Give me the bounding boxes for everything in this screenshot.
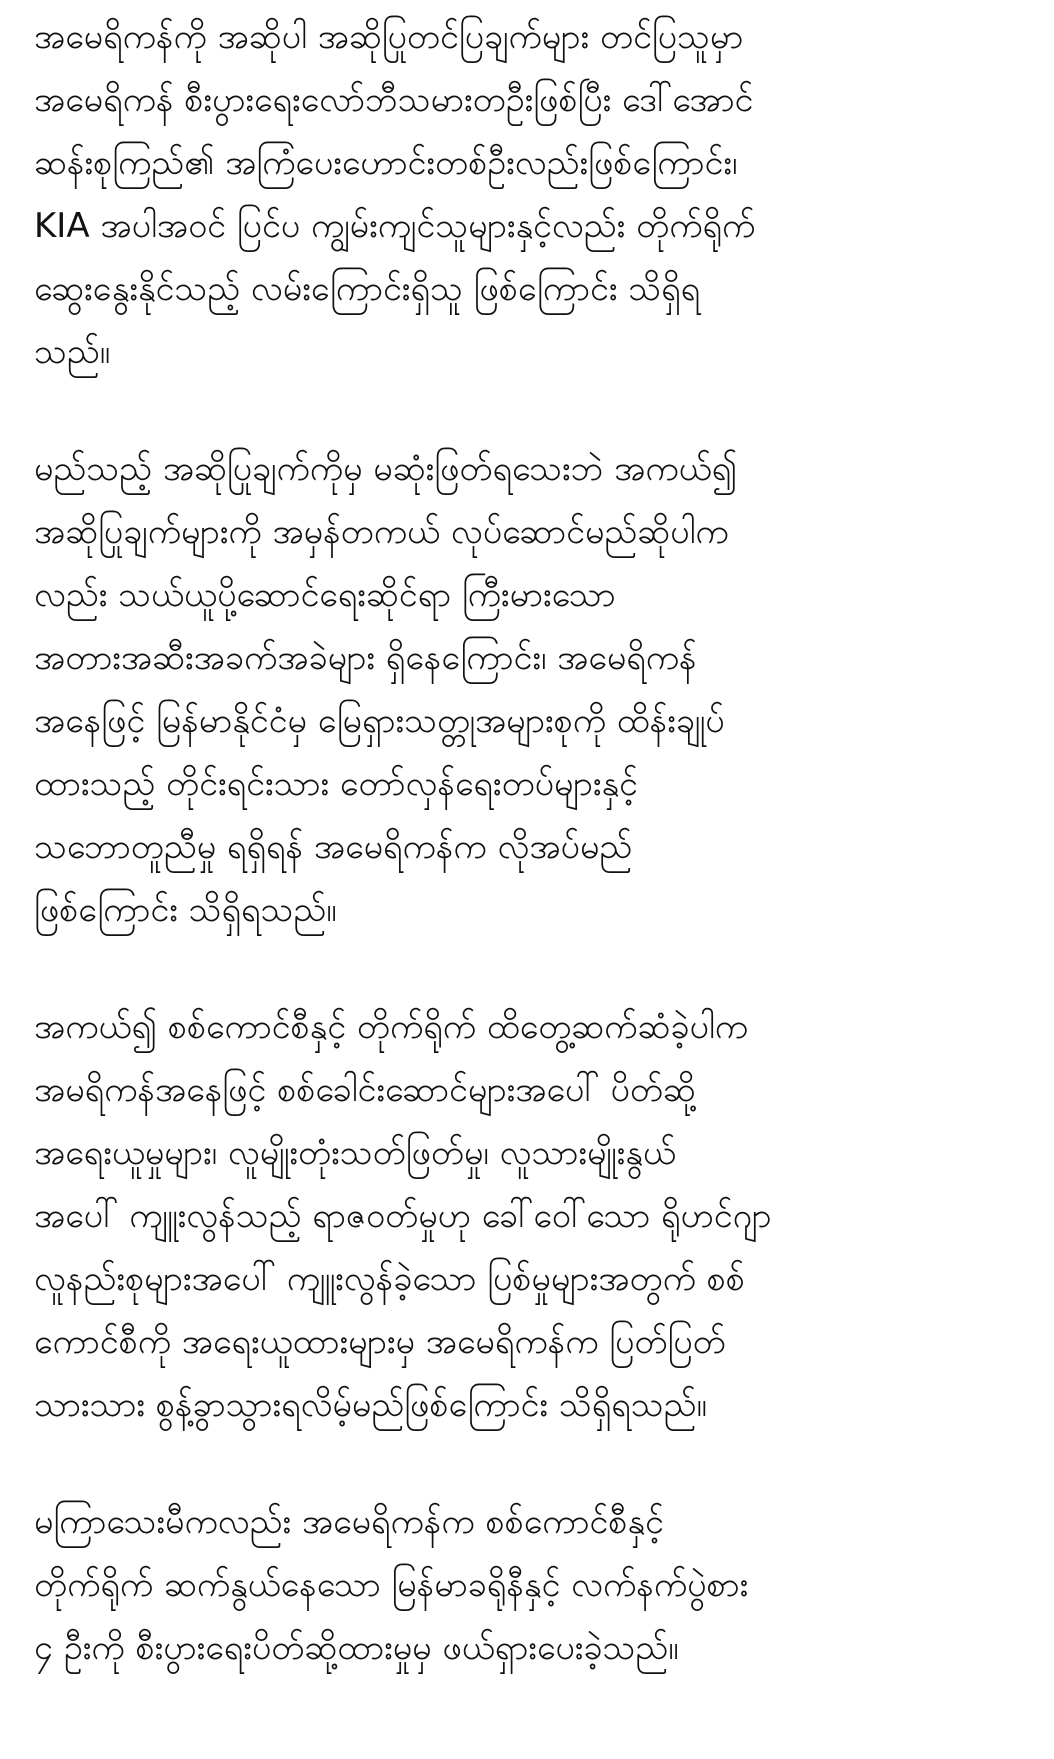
text-line: သည်။ [34, 332, 111, 372]
text-line: အမရိကန်အနေဖြင့် စစ်ခေါင်းဆောင်များအပေါ် ပိတ်ဆို့ [34, 1070, 696, 1110]
paragraph-3 [34, 996, 1026, 1437]
text-line: ၄ ဦးကို စီးပွားရေးပိတ်ဆို့ထားမှုမှ ဖယ်ရှားပေးခဲ့သည်။ [34, 1628, 679, 1668]
text-line: အနေဖြင့် မြန်မာနိုင်ငံမှ မြေရှားသတ္တုအများစုကို ထိန်းချုပ် [34, 701, 725, 741]
text-line: ထားသည့် တိုင်းရင်းသား တော်လှန်ရေးတပ်များနှင့် [34, 764, 638, 804]
text-line: အကယ်၍ စစ်ကောင်စီနှင့် တိုက်ရိုက် ထိတွေ့ဆက်ဆံခဲ့ပါက [34, 1007, 748, 1047]
paragraph-4 [34, 1491, 1026, 1680]
text-line: သားသား စွန့်ခွာသွားရလိမ့်မည်ဖြစ်ကြောင်း သိရှိရသည်။ [34, 1385, 707, 1425]
paragraph-1 [34, 6, 1026, 384]
text-line: ဆွေးနွေးနိုင်သည့် လမ်းကြောင်းရှိသူ ဖြစ်ကြောင်း သိရှိရ [34, 269, 701, 309]
text-line: သဘောတူညီမှု ရရှိရန် အမေရိကန်က လိုအပ်မည် [34, 827, 633, 867]
text-line: အဆိုပြုချက်များကို အမှန်တကယ် လုပ်ဆောင်မည်ဆိုပါက [34, 512, 729, 552]
text-line: KIA အပါအဝင် ပြင်ပ ကျွမ်းကျင်သူများနှင့်လည်း တိုက်ရိုက် [34, 206, 756, 246]
paragraph-2 [34, 438, 1026, 942]
text-line: အပေါ် ကျူးလွန်သည့် ရာဇဝတ်မှုဟု ခေါ်ဝေါ်သော ရိုဟင်ဂျာ [34, 1196, 772, 1236]
text-line: ဖြစ်ကြောင်း သိရှိရသည်။ [34, 890, 337, 930]
text-line: အရေးယူမှုများ၊ လူမျိုးတုံးသတ်ဖြတ်မှု၊ လူသားမျိုးနွယ် [34, 1133, 676, 1173]
text-line: လူနည်းစုများအပေါ် ကျူးလွန်ခဲ့သော ပြစ်မှုများအတွက် စစ် [34, 1259, 745, 1299]
text-line: တိုက်ရိုက် ဆက်နွယ်နေသော မြန်မာခရိုနီနှင့် လက်နက်ပွဲစား [34, 1565, 749, 1605]
text-line: လည်း သယ်ယူပို့ဆောင်ရေးဆိုင်ရာ ကြီးမားသော [34, 575, 616, 615]
text-line: ကောင်စီကို အရေးယူထားများမှ အမေရိကန်က ပြတ်ပြတ် [34, 1322, 726, 1362]
text-line: ဆန်းစုကြည်၏ အကြံပေးဟောင်းတစ်ဦးလည်းဖြစ်ကြောင်း၊ [34, 143, 738, 183]
text-line: မည်သည့် အဆိုပြုချက်ကိုမှ မဆုံးဖြတ်ရသေးဘဲ အကယ်၍ [34, 449, 738, 489]
text-line: အတားအဆီးအခက်အခဲများ ရှိနေကြောင်း၊ အမေရိကန် [34, 638, 697, 678]
text-line: အမေရိကန် စီးပွားရေးလော်ဘီသမားတဦးဖြစ်ပြီး ဒေါ်အောင် [34, 80, 754, 120]
text-line: အမေရိကန်ကို အဆိုပါ အဆိုပြုတင်ပြချက်များ တင်ပြသူမှာ [34, 17, 744, 57]
text-line: မကြာသေးမီကလည်း အမေရိကန်က စစ်ကောင်စီနှင့် [34, 1502, 664, 1542]
